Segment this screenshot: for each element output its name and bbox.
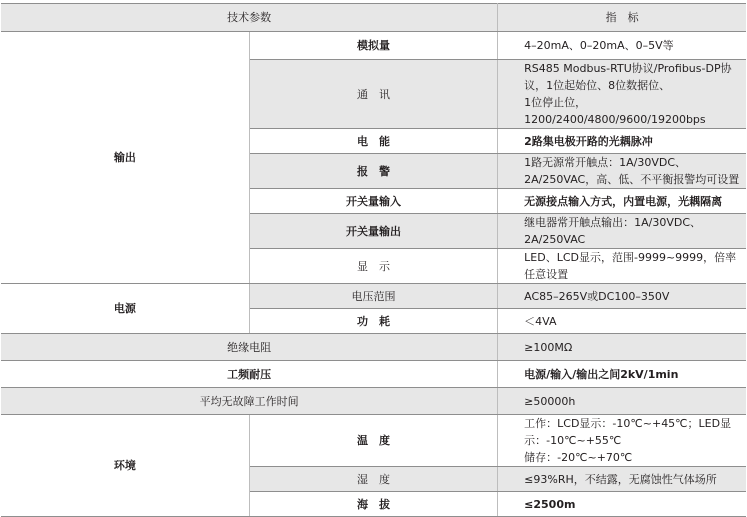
row-analog <box>1 32 746 60</box>
value-analog: 4–20mA、0–20mA、0–5V等 <box>498 32 746 60</box>
header-spec: 指 标 <box>498 4 746 32</box>
value-comm <box>498 60 746 129</box>
label-energy: 电 能 <box>249 129 497 154</box>
header-param: 技术参数 <box>1 4 498 32</box>
value-temperature-line2: 储存：-20℃~+70℃ <box>524 451 633 464</box>
row-temperature <box>1 415 746 467</box>
label-display: 显 示 <box>249 249 497 284</box>
label-withstand: 工频耐压 <box>1 361 498 388</box>
value-altitude: ≤2500m <box>498 492 746 517</box>
value-consumption: ＜4VA <box>498 309 746 334</box>
label-analog: 模拟量 <box>249 32 497 60</box>
group-output: 输出 <box>1 32 249 284</box>
value-mtbf: ≥50000h <box>498 388 746 415</box>
label-do: 开关量输出 <box>249 214 497 249</box>
value-comm-line1: RS485 Modbus-RTU协议/Profibus-DP协议，1位起始位、8位数据位、 <box>524 62 732 92</box>
label-mtbf: 平均无故障工作时间 <box>1 388 498 415</box>
row-mtbf <box>1 388 746 415</box>
label-altitude: 海 拔 <box>249 492 497 517</box>
label-voltage: 电压范围 <box>249 284 497 309</box>
group-environment: 环境 <box>1 415 249 517</box>
value-display: LED、LCD显示，范围-9999~9999，倍率任意设置 <box>498 249 746 284</box>
value-do: 继电器常开触点输出：1A/30VDC、2A/250VAC <box>498 214 746 249</box>
value-temperature-line1: 工作：LCD显示：-10℃~+45℃；LED显示：-10℃~+55℃ <box>524 417 732 447</box>
label-insulation: 绝缘电阻 <box>1 334 498 361</box>
label-di: 开关量输入 <box>249 189 497 214</box>
group-power: 电源 <box>1 284 249 334</box>
value-alarm: 1路无源常开触点：1A/30VDC、2A/250VAC，高、低、不平衡报警均可设置 <box>498 154 746 189</box>
value-withstand: 电源/输入/输出之间2kV/1min <box>498 361 746 388</box>
label-alarm: 报 警 <box>249 154 497 189</box>
label-comm: 通 讯 <box>249 60 497 129</box>
value-insulation: ≥100MΩ <box>498 334 746 361</box>
label-consumption: 功 耗 <box>249 309 497 334</box>
value-voltage: AC85–265V或DC100–350V <box>498 284 746 309</box>
spec-table <box>1 3 746 517</box>
value-comm-line2: 1位停止位，1200/2400/4800/9600/19200bps <box>524 96 706 126</box>
row-insulation <box>1 334 746 361</box>
header-row <box>1 4 746 32</box>
label-humidity: 湿 度 <box>249 467 497 492</box>
value-di: 无源接点输入方式，内置电源，光耦隔离 <box>498 189 746 214</box>
row-voltage <box>1 284 746 309</box>
value-energy: 2路集电极开路的光耦脉冲 <box>498 129 746 154</box>
label-temperature: 温 度 <box>249 415 497 467</box>
value-humidity: ≤93%RH，不结露，无腐蚀性气体场所 <box>498 467 746 492</box>
row-withstand <box>1 361 746 388</box>
value-temperature <box>498 415 746 467</box>
